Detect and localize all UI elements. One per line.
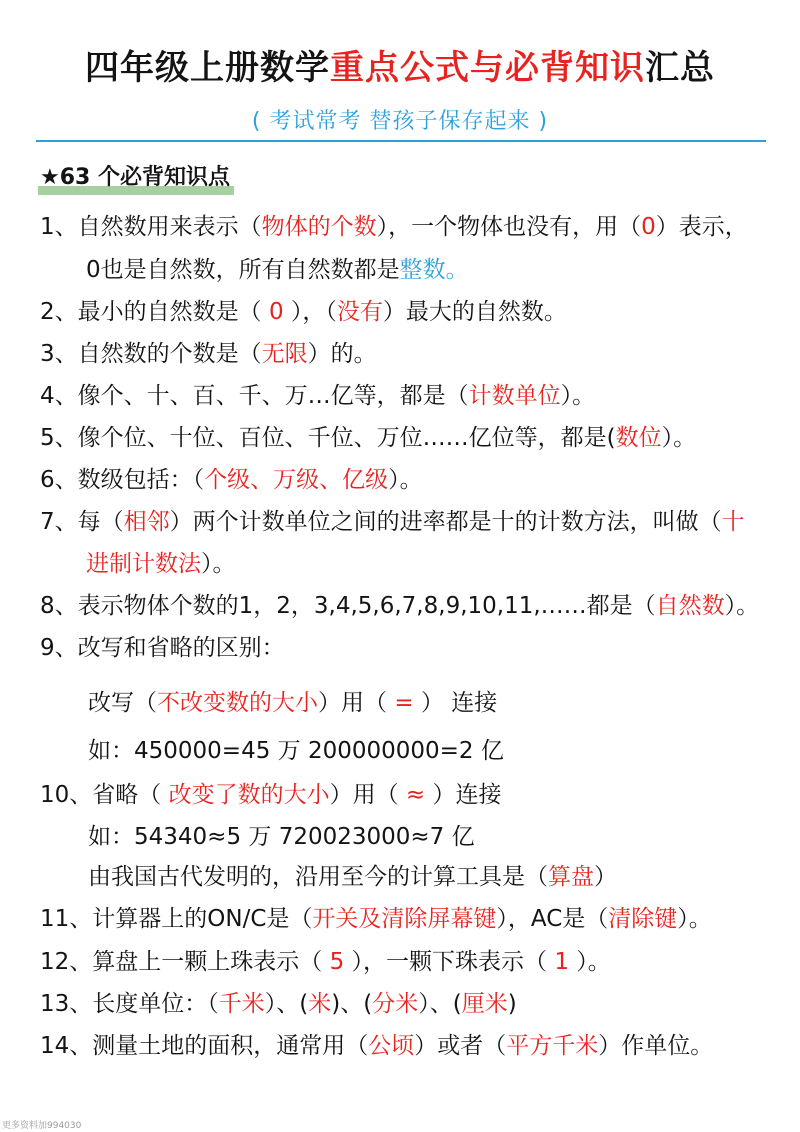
page-title: [0, 40, 800, 89]
knowledge-line: [40, 1031, 713, 1061]
title-part-1: 四年级上册数学: [85, 48, 330, 88]
knowledge-line: [40, 633, 285, 663]
knowledge-line: [88, 822, 475, 852]
knowledge-line: [88, 688, 497, 718]
line-text: 7、每（: [40, 509, 124, 535]
star-icon: ★: [40, 165, 60, 190]
line-text: 5、像个位、十位、百位、千位、万位……亿位等，都是(: [40, 425, 616, 451]
answer-text: 公顷: [368, 1033, 415, 1059]
answer-text: 没有: [336, 299, 383, 325]
answer-text: 分米: [372, 991, 419, 1017]
knowledge-line: [40, 591, 759, 621]
answer-text: 千米: [218, 991, 265, 1017]
line-text: 0也是自然数，所有自然数都是: [86, 257, 400, 283]
answer-text: 算盘: [548, 864, 594, 890]
line-text: ）。: [661, 425, 697, 451]
knowledge-line: [40, 297, 567, 327]
answer-text: 物体的个数: [261, 214, 377, 240]
answer-text: 计数单位: [468, 383, 561, 409]
line-text: 14、测量土地的面积，通常用（: [40, 1033, 369, 1059]
line-text: 9、改写和省略的区别：: [40, 635, 285, 661]
section-heading-label: 63 个必背知识点: [59, 165, 231, 190]
knowledge-line: [40, 947, 611, 977]
knowledge-line: [40, 381, 595, 411]
knowledge-line: [40, 339, 377, 369]
line-text: 8、表示物体个数的1，2，3,4,5,6,7,8,9,10,11,……都是（: [40, 593, 656, 619]
line-text: 改写（: [88, 690, 157, 716]
line-text: 4、像个、十、百、千、万…亿等，都是（: [40, 383, 469, 409]
line-text: ）、(: [418, 991, 462, 1017]
knowledge-line: [40, 465, 423, 495]
line-text: 11、计算器上的ON/C是（: [40, 906, 313, 932]
line-text: ），AC是（: [496, 906, 609, 932]
line-text: 1、自然数用来表示（: [40, 214, 262, 240]
answer-text: 不改变数的大小: [157, 690, 318, 716]
line-text: ）表示，: [655, 214, 748, 240]
line-text: ): [507, 991, 517, 1017]
line-text: ）的。: [307, 341, 377, 367]
answer-text: 进制计数法: [86, 551, 201, 577]
page-subtitle: ( 考试常考 替孩子保存起来 ): [251, 109, 549, 134]
answer-text: 平方千米: [506, 1033, 599, 1059]
line-text: ）用（: [329, 782, 406, 808]
line-text: ） 连接: [413, 690, 498, 716]
answer-text: 自然数: [655, 593, 725, 619]
line-text: ）或者（: [414, 1033, 507, 1059]
knowledge-line: [40, 780, 501, 810]
line-text: 12、算盘上一颗上珠表示（: [40, 949, 330, 975]
line-text: 3、自然数的个数是（: [40, 341, 262, 367]
line-text: 6、数级包括：（: [40, 467, 205, 493]
knowledge-line: [40, 212, 748, 242]
line-text: ）两个计数单位之间的进率都是十的计数方法，叫做（: [169, 509, 722, 535]
line-text: 13、长度单位：（: [40, 991, 219, 1017]
line-text: ）。: [560, 383, 596, 409]
answer-text: 开关及清除屏幕键: [312, 906, 497, 932]
line-text: ），一个物体也没有，用（: [376, 214, 642, 240]
line-text: 如：54340≈5 万 720023000≈7 亿: [88, 824, 475, 850]
answer-text: 5: [329, 949, 345, 975]
answer-text: 数位: [615, 425, 662, 451]
title-part-2-highlight: 重点公式与必背知识: [330, 48, 645, 88]
answer-text: 0: [641, 214, 656, 240]
line-text: ）、(: [264, 991, 309, 1017]
title-divider: [36, 140, 766, 142]
knowledge-line: [86, 255, 469, 285]
line-text: ）最大的自然数。: [382, 299, 567, 325]
answer-text: 0: [268, 299, 284, 325]
line-text: ）用（: [318, 690, 395, 716]
knowledge-line: [86, 549, 236, 579]
answer-text: 无限: [261, 341, 308, 367]
line-text: ），一颗下珠表示（: [344, 949, 555, 975]
line-text: 如：450000=45 万 200000000=2 亿: [88, 738, 504, 764]
answer-text: 相邻: [123, 509, 170, 535]
answer-text: ≈: [405, 782, 426, 808]
line-text: ）作单位。: [598, 1033, 714, 1059]
answer-text: 十: [721, 509, 745, 535]
line-text: 2、最小的自然数是（: [40, 299, 269, 325]
answer-text: 个级、万级、亿级: [204, 467, 389, 493]
knowledge-line: [40, 989, 517, 1019]
knowledge-line: [40, 423, 696, 453]
line-text: )、(: [331, 991, 373, 1017]
line-text: ）。: [677, 906, 712, 932]
line-text: ）。: [568, 949, 611, 975]
knowledge-line: [40, 507, 745, 537]
line-text: ），（: [283, 299, 337, 325]
answer-text: 厘米: [461, 991, 508, 1017]
line-text: ）。: [201, 551, 236, 577]
answer-text: 米: [308, 991, 332, 1017]
line-text: ）连接: [425, 782, 502, 808]
knowledge-line: [40, 904, 712, 934]
answer-text: =: [394, 690, 414, 716]
knowledge-line: [88, 862, 617, 892]
section-heading: [38, 160, 234, 195]
answer-text: 1: [554, 949, 569, 975]
line-text: 10、省略（: [40, 782, 169, 808]
line-text: ）。: [388, 467, 423, 493]
footer-note: 更多资料加994030: [2, 1121, 82, 1131]
answer-text: 改变了数的大小: [168, 782, 330, 808]
line-text: 由我国古代发明的，沿用至今的计算工具是（: [88, 864, 548, 890]
highlight-text: 整数。: [399, 257, 469, 283]
knowledge-line: [88, 736, 504, 766]
title-part-3: 汇总: [645, 48, 715, 88]
line-text: ）。: [724, 593, 760, 619]
line-text: ）: [594, 864, 617, 890]
answer-text: 清除键: [608, 906, 678, 932]
